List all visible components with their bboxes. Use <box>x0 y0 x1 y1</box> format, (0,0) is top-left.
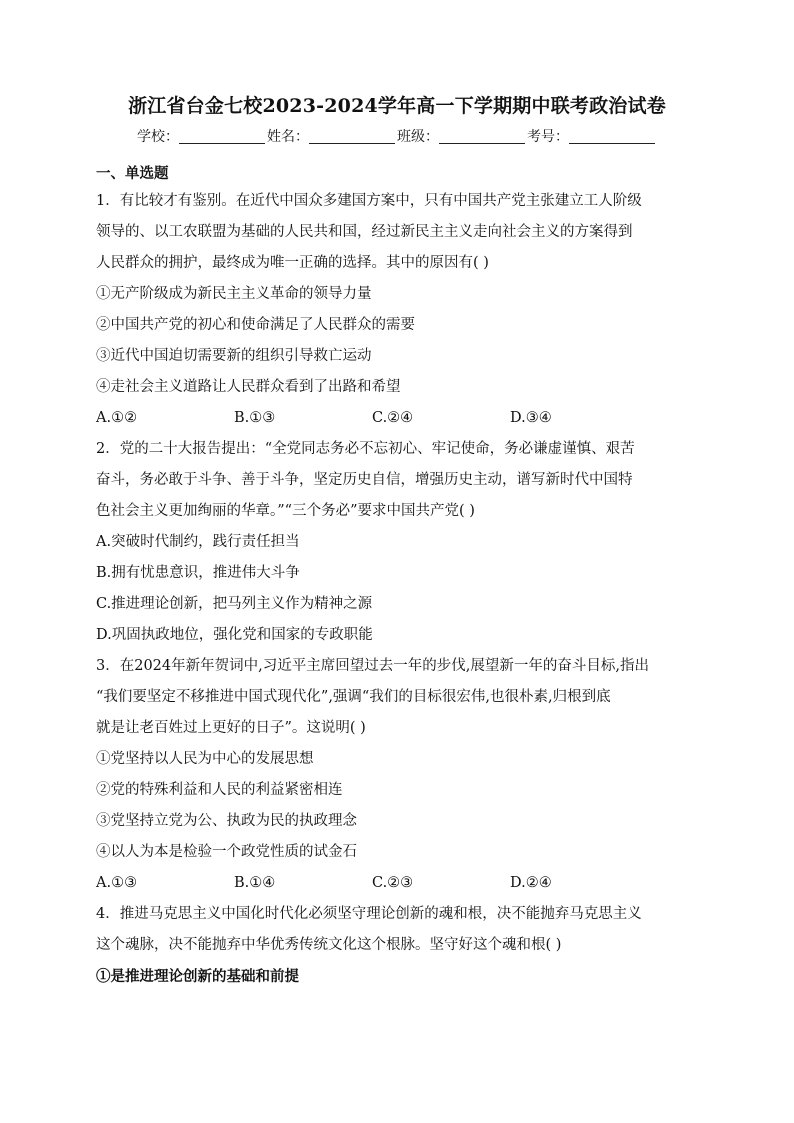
question-stem-line: 3．在2024年新年贺词中,习近平主席回望过去一年的步伐,展望新一年的奋斗目标,指出 <box>96 658 649 674</box>
class-blank[interactable] <box>439 129 525 144</box>
number-blank[interactable] <box>569 129 655 144</box>
student-info-row <box>96 126 698 148</box>
question-stem-line: 领导的、以工农联盟为基础的人民共和国，经过新民主主义走向社会主义的方案得到 <box>96 224 633 240</box>
class-label: 班级： <box>397 129 439 145</box>
statement-item: ③党坚持立党为公、执政为民的执政理念 <box>96 813 357 829</box>
option-d[interactable]: D.巩固执政地位，强化党和国家的专政职能 <box>96 627 373 643</box>
school-label: 学校： <box>137 129 179 145</box>
statement-item: ③近代中国迫切需要新的组织引导救亡运动 <box>96 348 372 364</box>
question-stem-line: 人民群众的拥护，最终成为唯一正确的选择。其中的原因有( ) <box>96 255 489 271</box>
statement-item: ①无产阶级成为新民主主义革命的领导力量 <box>96 286 372 302</box>
statement-item: ②中国共产党的初心和使命满足了人民群众的需要 <box>96 317 415 333</box>
question-stem-line: 2．党的二十大报告提出：“全党同志务必不忘初心、牢记使命，务必谦虚谨慎、艰苦 <box>96 441 635 457</box>
option-c[interactable]: C.②③ <box>372 875 414 891</box>
option-c[interactable]: C.推进理论创新，把马列主义作为精神之源 <box>96 596 373 612</box>
section-heading: 一、单选题 <box>96 166 169 182</box>
statement-item: ④走社会主义道路让人民群众看到了出路和希望 <box>96 379 401 395</box>
question-stem-line: 就是让老百姓过上更好的日子”。这说明( ) <box>96 720 366 736</box>
option-d[interactable]: D.③④ <box>510 410 552 426</box>
option-b[interactable]: B.①③ <box>234 410 276 426</box>
option-a[interactable]: A.突破时代制约，践行责任担当 <box>96 534 300 550</box>
question-stem-line: 这个魂脉，决不能抛弃中华优秀传统文化这个根脉。坚守好这个魂和根( ) <box>96 937 562 953</box>
question-1 <box>96 186 698 434</box>
school-blank[interactable] <box>179 129 265 144</box>
option-d[interactable]: D.②④ <box>510 875 552 891</box>
option-b[interactable]: B.①④ <box>234 875 276 891</box>
statement-item: ①党坚持以人民为中心的发展思想 <box>96 751 314 767</box>
question-stem-line: 1．有比较才有鉴别。在近代中国众多建国方案中，只有中国共产党主张建立工人阶级 <box>96 193 642 209</box>
name-blank[interactable] <box>309 129 395 144</box>
statement-item: ②党的特殊利益和人民的利益紧密相连 <box>96 782 343 798</box>
question-stem-line: 奋斗，务必敢于斗争、善于斗争，坚定历史自信，增强历史主动，谱写新时代中国特 <box>96 472 633 488</box>
question-3 <box>96 651 698 899</box>
question-2 <box>96 434 698 651</box>
question-stem-line: “我们要坚定不移推进中国式现代化”,强调“我们的目标很宏伟,也很朴素,归根到底 <box>96 689 611 705</box>
option-c[interactable]: C.②④ <box>372 410 414 426</box>
number-label: 考号： <box>527 129 569 145</box>
answer-options <box>96 868 698 899</box>
page-title: 浙江省台金七校2023-2024学年高一下学期期中联考政治试卷 <box>128 95 666 117</box>
option-b[interactable]: B.拥有忧患意识，推进伟大斗争 <box>96 565 300 581</box>
answer-options <box>96 403 698 434</box>
statement-item: ④以人为本是检验一个政党性质的试金石 <box>96 844 357 860</box>
name-label: 姓名： <box>267 129 309 145</box>
question-stem-line: 色社会主义更加绚丽的华章。”“三个务必”要求中国共产党( ) <box>96 503 475 519</box>
option-a[interactable]: A.①③ <box>96 875 138 891</box>
statement-item: ①是推进理论创新的基础和前提 <box>96 968 299 985</box>
question-stem-line: 4．推进马克思主义中国化时代化必须坚守理论创新的魂和根，决不能抛弃马克思主义 <box>96 906 642 922</box>
option-a[interactable]: A.①② <box>96 410 138 426</box>
question-4 <box>96 899 698 992</box>
